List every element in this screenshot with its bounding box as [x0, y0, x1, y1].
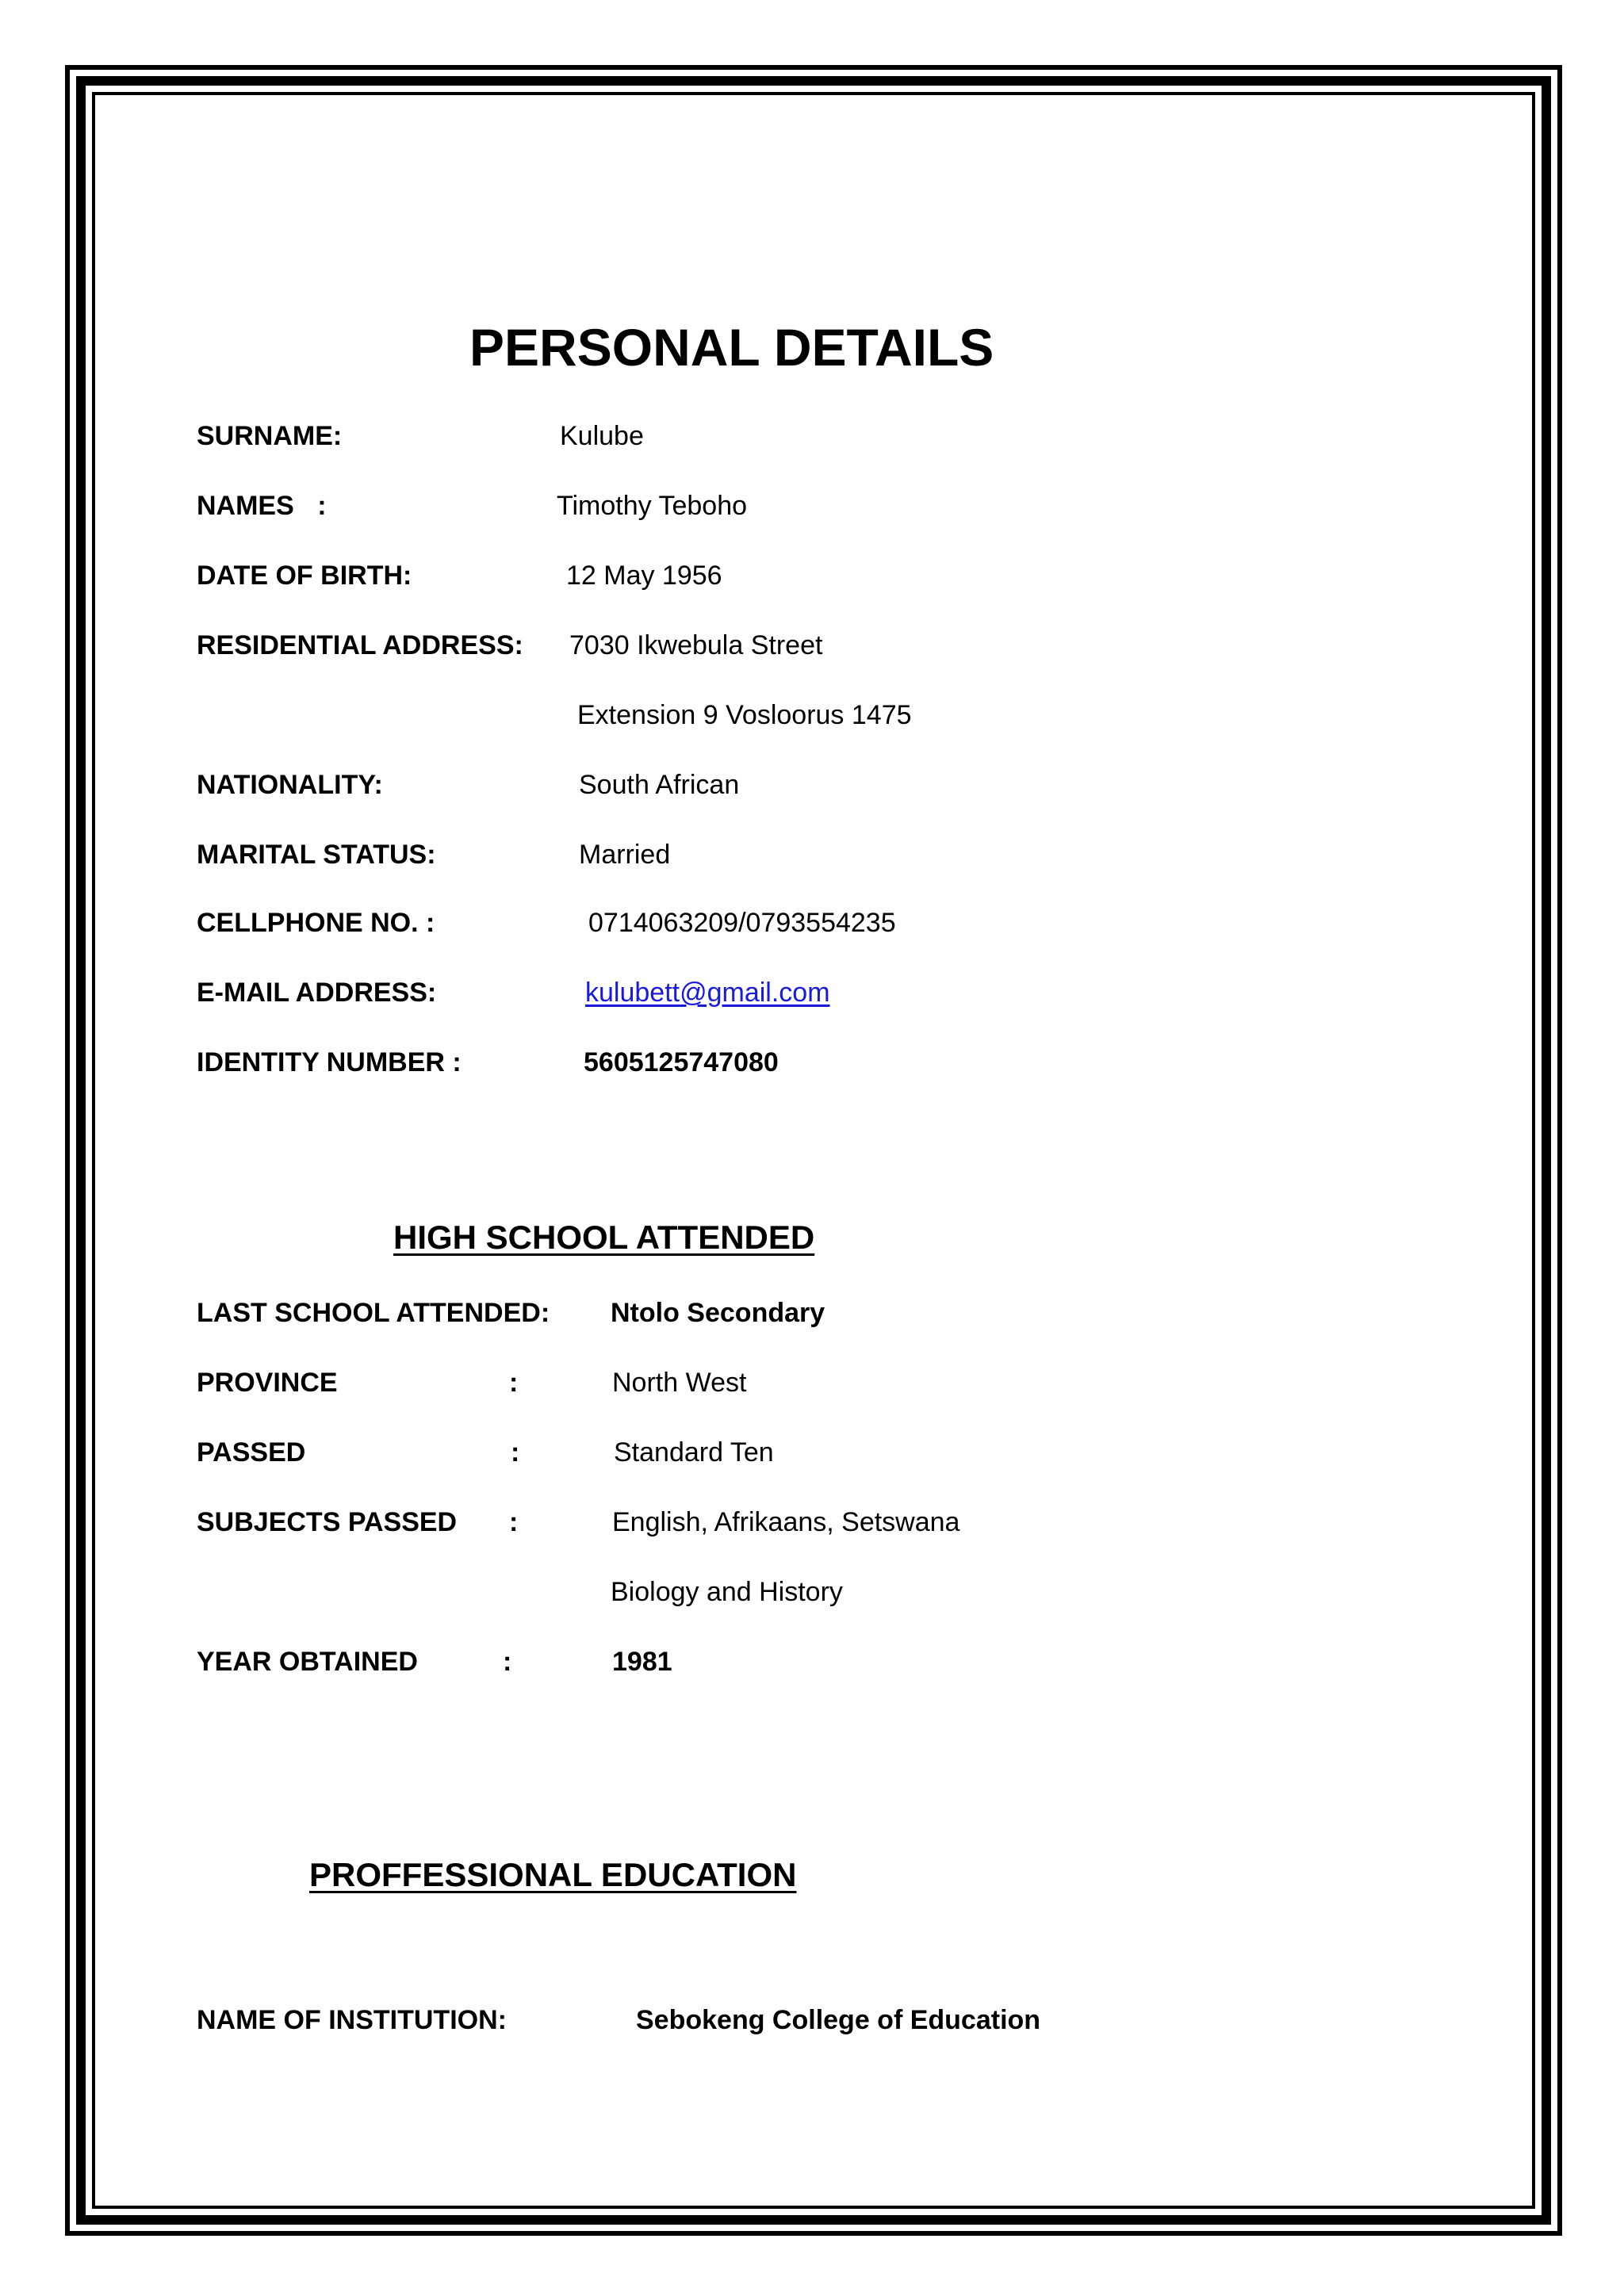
id-number-value: 5605125747080: [584, 1047, 779, 1077]
province-label: PROVINCE: [197, 1368, 338, 1398]
address-line-1: 7030 Ikwebula Street: [569, 630, 823, 660]
year-obtained-colon: :: [503, 1647, 512, 1677]
high-school-heading: HIGH SCHOOL ATTENDED: [393, 1219, 815, 1256]
dob-label: DATE OF BIRTH:: [197, 561, 412, 591]
email-label: E-MAIL ADDRESS:: [197, 978, 437, 1008]
professional-education-heading: PROFFESSIONAL EDUCATION: [309, 1856, 797, 1893]
marital-status-value: Married: [579, 840, 671, 870]
subjects-line-2: Biology and History: [611, 1577, 843, 1607]
page-border-inner: [92, 92, 1535, 2209]
email-link[interactable]: kulubett@gmail.com: [585, 978, 830, 1008]
passed-colon: :: [511, 1437, 520, 1468]
last-school-value: Ntolo Secondary: [611, 1298, 825, 1328]
passed-label: PASSED: [197, 1437, 306, 1468]
last-school-label: LAST SCHOOL ATTENDED:: [197, 1298, 550, 1328]
subjects-line-1: English, Afrikaans, Setswana: [612, 1507, 960, 1537]
province-value: North West: [612, 1368, 747, 1398]
personal-details-heading: PERSONAL DETAILS: [469, 318, 994, 377]
address-line-2: Extension 9 Vosloorus 1475: [577, 700, 912, 730]
marital-status-label: MARITAL STATUS:: [197, 840, 436, 870]
names-label: NAMES :: [197, 491, 327, 521]
nationality-value: South African: [579, 770, 740, 800]
cellphone-value: 0714063209/0793554235: [588, 908, 896, 938]
surname-label: SURNAME:: [197, 421, 343, 451]
address-label: RESIDENTIAL ADDRESS:: [197, 630, 523, 660]
subjects-colon: :: [509, 1507, 519, 1537]
id-number-label: IDENTITY NUMBER :: [197, 1047, 462, 1077]
subjects-label: SUBJECTS PASSED: [197, 1507, 458, 1537]
names-value: Timothy Teboho: [557, 491, 748, 521]
dob-value: 12 May 1956: [566, 561, 722, 591]
surname-value: Kulube: [560, 421, 644, 451]
year-obtained-label: YEAR OBTAINED: [197, 1647, 418, 1677]
year-obtained-value: 1981: [612, 1647, 672, 1677]
cellphone-label: CELLPHONE NO. :: [197, 908, 435, 938]
institution-value: Sebokeng College of Education: [636, 2005, 1041, 2035]
institution-label: NAME OF INSTITUTION:: [197, 2005, 507, 2035]
province-colon: :: [509, 1368, 519, 1398]
passed-value: Standard Ten: [614, 1437, 774, 1468]
nationality-label: NATIONALITY:: [197, 770, 383, 800]
